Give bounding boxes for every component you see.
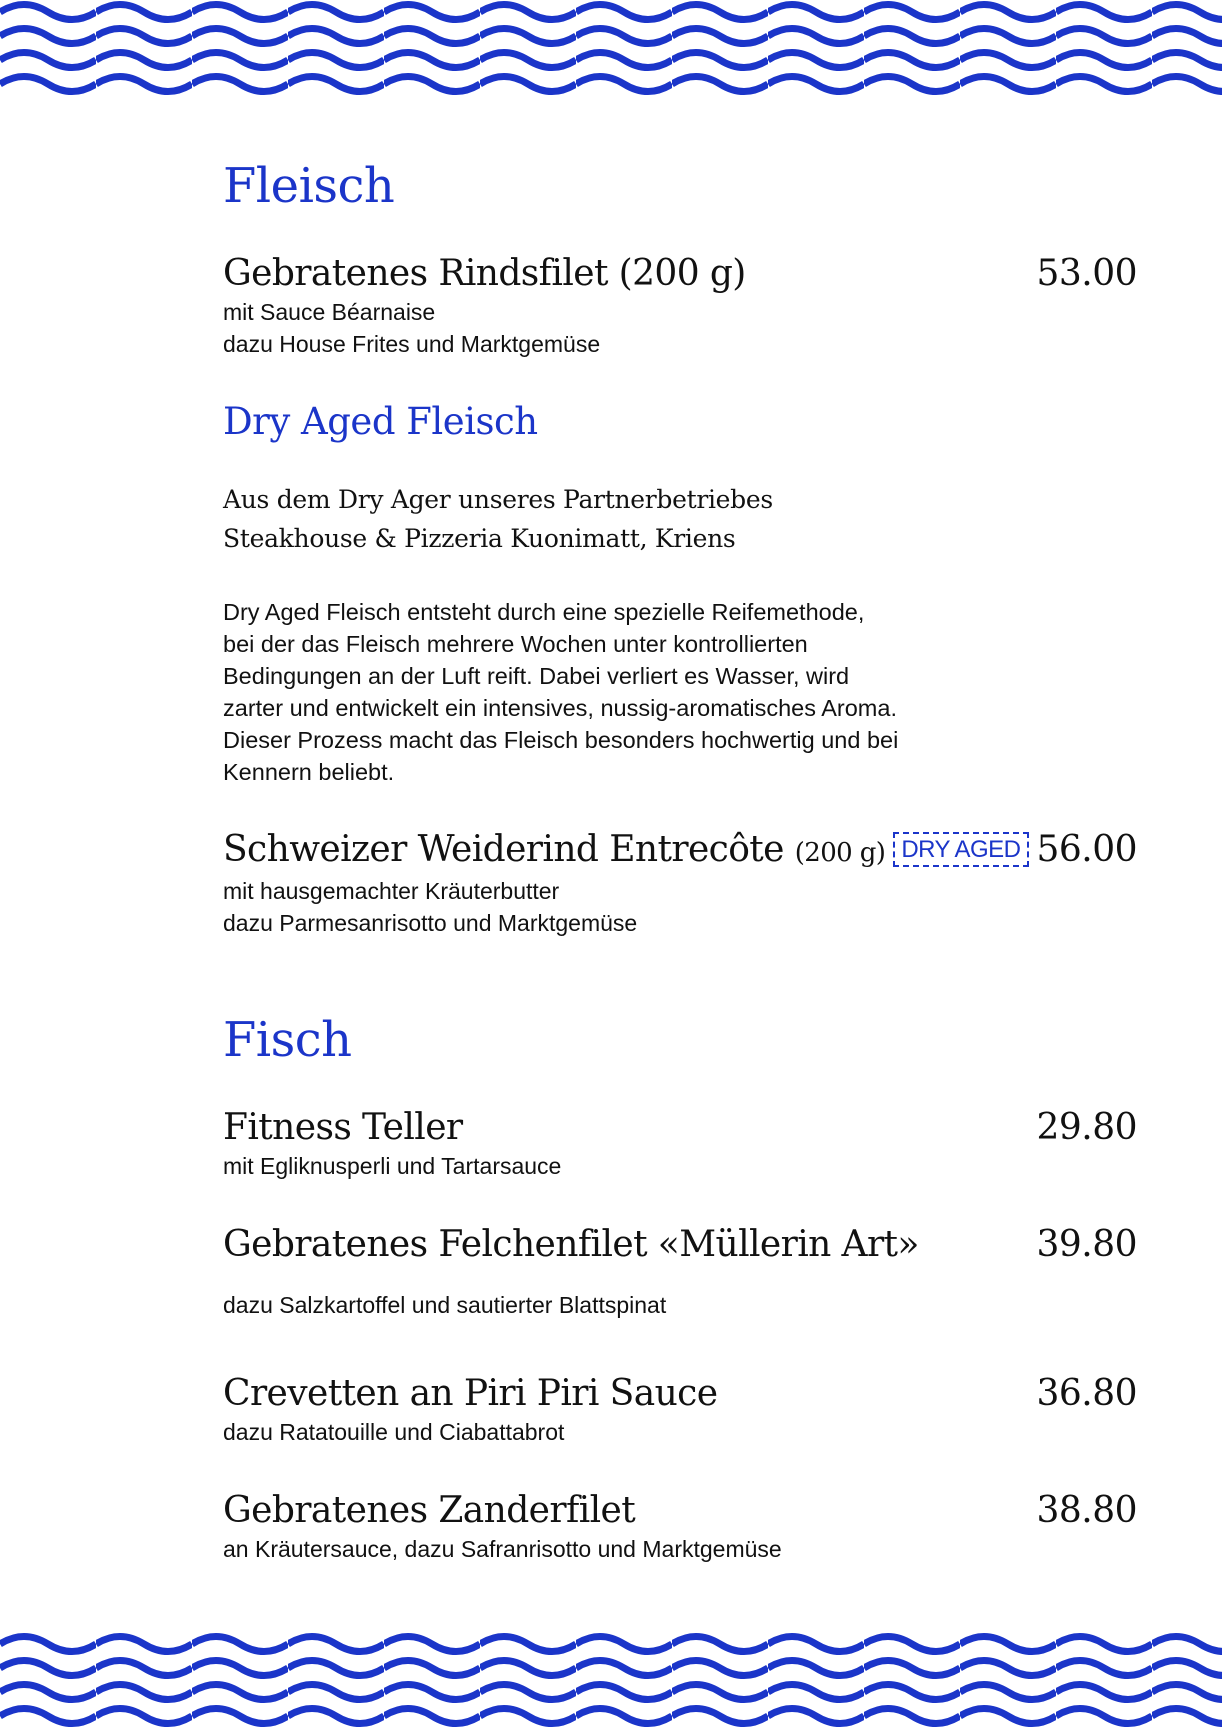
item-name: Schweizer Weiderind Entrecôte bbox=[223, 829, 784, 870]
description-line: Dry Aged Fleisch entsteht durch eine spezielle Reifemethode, bbox=[223, 599, 865, 625]
menu-item-entrecote bbox=[223, 828, 1137, 939]
dry-aged-badge: DRY AGED bbox=[893, 832, 1028, 867]
dry-aged-description bbox=[223, 596, 1083, 788]
item-description: mit Egliknusperli und Tartarsauce bbox=[223, 1153, 562, 1179]
item-price: 56.00 bbox=[1036, 829, 1137, 870]
item-price: 29.80 bbox=[1036, 1107, 1137, 1148]
item-description: dazu Salzkartoffel und sautierter Blattspinat bbox=[223, 1292, 667, 1318]
item-name: Crevetten an Piri Piri Sauce bbox=[223, 1373, 718, 1414]
menu-item-zanderfilet bbox=[223, 1489, 1137, 1565]
description-line: zarter und entwickelt ein intensives, nussig-aromatisches Aroma. bbox=[223, 695, 897, 721]
section-heading-fleisch: Fleisch bbox=[223, 158, 395, 214]
wave-pattern-top bbox=[0, 0, 1222, 96]
item-price: 38.80 bbox=[1036, 1490, 1137, 1531]
item-description: dazu Ratatouille und Ciabattabrot bbox=[223, 1419, 565, 1445]
item-name: Gebratenes Zanderfilet bbox=[223, 1490, 636, 1531]
item-name-row bbox=[223, 828, 1137, 875]
intro-line: Steakhouse & Pizzeria Kuonimatt, Kriens bbox=[223, 524, 736, 553]
intro-line: Aus dem Dry Ager unseres Partnerbetriebes bbox=[223, 485, 773, 514]
section-heading-fisch: Fisch bbox=[223, 1012, 352, 1068]
description-line: Bedingungen an der Luft reift. Dabei verliert es Wasser, wird bbox=[223, 663, 850, 689]
menu-item-felchenfilet bbox=[223, 1223, 1137, 1321]
description-line: Kennern beliebt. bbox=[223, 759, 395, 785]
item-price: 53.00 bbox=[1036, 253, 1137, 294]
description-line: Dieser Prozess macht das Fleisch besonders hochwertig und bei bbox=[223, 727, 899, 753]
description-line: bei der das Fleisch mehrere Wochen unter kontrollierten bbox=[223, 631, 808, 657]
item-description: dazu Parmesanrisotto und Marktgemüse bbox=[223, 910, 638, 936]
section-heading-dry-aged: Dry Aged Fleisch bbox=[223, 400, 538, 443]
item-price: 36.80 bbox=[1036, 1373, 1137, 1414]
item-description: dazu House Frites und Marktgemüse bbox=[223, 331, 601, 357]
dry-aged-intro bbox=[223, 480, 1137, 558]
menu-item-rindsfilet bbox=[223, 252, 1137, 360]
item-name: Fitness Teller bbox=[223, 1107, 463, 1148]
menu-item-crevetten bbox=[223, 1372, 1137, 1448]
item-weight: (200 g) bbox=[794, 838, 886, 868]
item-description: an Kräutersauce, dazu Safranrisotto und Marktgemüse bbox=[223, 1536, 782, 1562]
item-description: mit Sauce Béarnaise bbox=[223, 299, 436, 325]
item-name: Gebratenes Felchenfilet «Müllerin Art» bbox=[223, 1224, 919, 1265]
item-description: mit hausgemachter Kräuterbutter bbox=[223, 878, 560, 904]
item-price: 39.80 bbox=[1036, 1224, 1137, 1265]
menu-item-fitness-teller bbox=[223, 1106, 1137, 1182]
wave-pattern-bottom bbox=[0, 1632, 1222, 1728]
item-name: Gebratenes Rindsfilet (200 g) bbox=[223, 253, 746, 294]
